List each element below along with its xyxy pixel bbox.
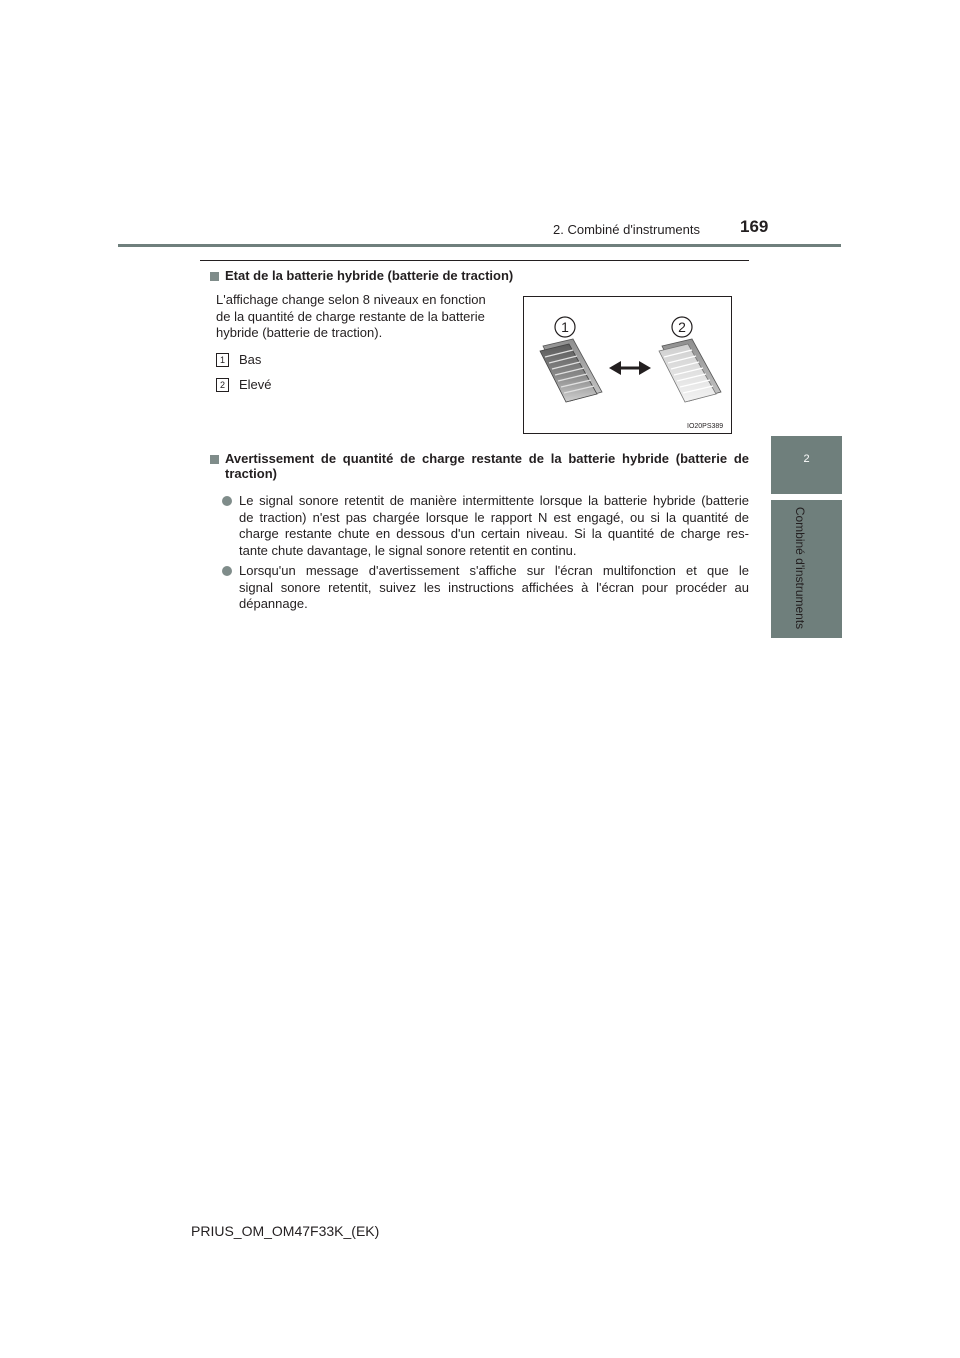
chapter-label: Combiné d'instruments — [793, 506, 807, 630]
bullet-text — [239, 493, 749, 559]
bullet-line: de traction) n'est pas chargée lorsque le rapport N est engagé, ou si la quantité de — [239, 509, 749, 525]
list-item — [222, 493, 749, 559]
header-section-title: 2. Combiné d'instruments — [553, 222, 700, 237]
svg-text:1: 1 — [561, 319, 569, 335]
section-rule — [200, 260, 749, 261]
battery-level-figure — [523, 296, 732, 434]
callout-2 — [672, 317, 692, 337]
page-number: 169 — [740, 217, 769, 236]
list-item — [216, 377, 272, 394]
list-item — [222, 563, 749, 613]
bullet-line: dépannage. — [239, 596, 308, 611]
item-number-badge: 2 — [216, 378, 229, 392]
bullet-text — [239, 563, 749, 613]
item-number-badge: 1 — [216, 353, 229, 367]
bullet-line: Le signal sonore retentit de manière intermittente lorsque la batterie hybride (batterie — [239, 493, 749, 508]
section2-heading — [210, 451, 749, 481]
section2-heading-row — [210, 451, 749, 481]
para-line: hybride (batterie de traction). — [216, 325, 383, 340]
square-bullet-icon — [210, 455, 219, 464]
section1-heading-text: Etat de la batterie hybride (batterie de traction) — [225, 268, 514, 283]
heading-line: Avertissement de quantité de charge restante de la batterie hybride (batterie de — [225, 451, 749, 466]
item-label: Elevé — [239, 377, 272, 392]
section1-paragraph — [216, 292, 508, 342]
list-item — [216, 352, 261, 369]
item-label: Bas — [239, 352, 262, 367]
svg-text:2: 2 — [678, 319, 686, 335]
para-line: L'affichage change selon 8 niveaux en fonction — [216, 292, 486, 307]
section1-heading — [210, 268, 513, 283]
round-bullet-icon — [222, 496, 232, 506]
bullet-line: tante chute davantage, le signal sonore retentit en continu. — [239, 542, 577, 558]
square-bullet-icon — [210, 272, 219, 281]
para-line: de la quantité de charge restante de la batterie — [216, 308, 485, 324]
footer-doc-code: PRIUS_OM_OM47F33K_(EK) — [191, 1223, 380, 1239]
round-bullet-icon — [222, 566, 232, 576]
bullet-line: Lorsqu'un message d'avertissement s'affiche sur l'écran multifonction et que le — [239, 563, 749, 578]
bullet-line: charge restante chute en dessous d'un certain niveau. Si la quantité de charge res- — [239, 526, 749, 541]
chapter-number: 2 — [803, 453, 810, 465]
chapter-tab — [771, 436, 842, 494]
bullet-line: signal sonore retentit, suivez les instructions affichées à l'écran pour procéder au — [239, 579, 749, 595]
figure-code: IO20PS389 — [687, 423, 724, 430]
section2-heading-body — [225, 451, 749, 481]
header-rule — [118, 244, 841, 247]
heading-line: traction) — [225, 466, 277, 481]
callout-1 — [555, 317, 575, 337]
